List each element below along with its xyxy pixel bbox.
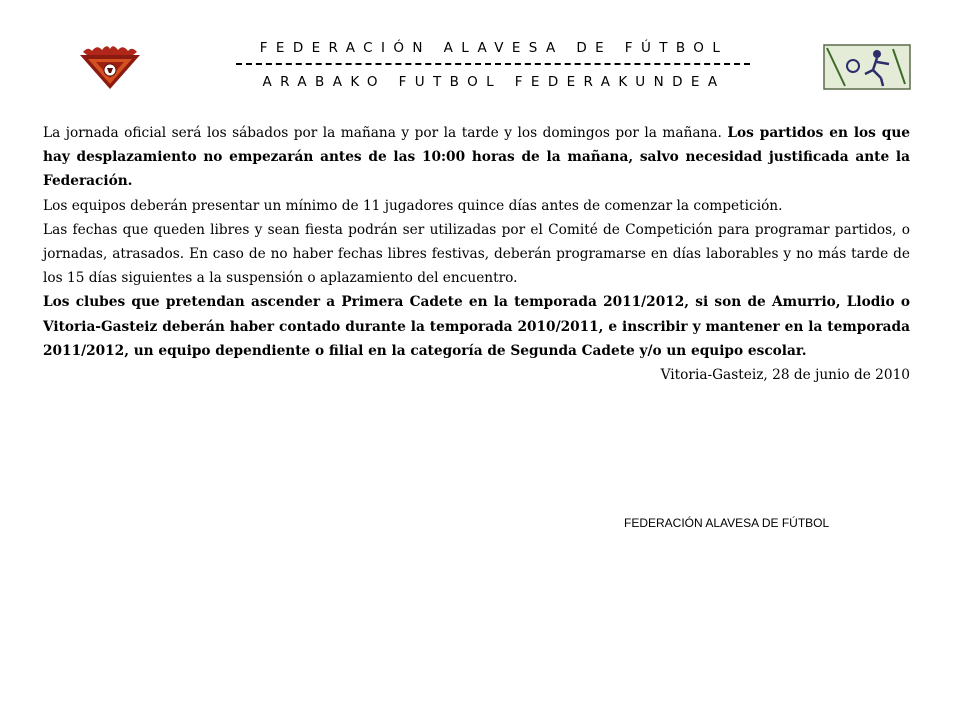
football-player-icon	[823, 44, 911, 90]
header-title-eu: ARABAKO FUTBOL FEDERAKUNDEA	[262, 74, 726, 90]
schedule-text: La jornada oficial será los sábados por la mañana y por la tarde y los domingos por la mañana.	[43, 125, 728, 141]
header-divider	[236, 63, 750, 65]
paragraph-promotion	[43, 290, 910, 363]
footer-signature: FEDERACIÓN ALAVESA DE FÚTBOL	[624, 516, 830, 530]
paragraph-schedule	[43, 121, 910, 194]
paragraph-players: Los equipos deberán presentar un mínimo de 11 jugadores quince días antes de comenzar la competición.	[43, 197, 783, 214]
signoff-date: Vitoria-Gasteiz, 28 de junio de 2010	[660, 367, 910, 384]
promotion-bold-text: Los clubes que pretendan ascender a Primera Cadete en la temporada 2011/2012, si son de Amurrio, Llodio o Vitoria-Gasteiz deberán haber contado durante la temporada 2010/2011, e inscribir y mantener en la temporada 2011/2012, un equipo dependiente o filial en la categoría de Segunda Cadete y/o un equipo escolar.	[43, 294, 910, 359]
paragraph-free-dates: Las fechas que queden libres y sean fiesta podrán ser utilizadas por el Comité de Competición para programar partidos, o jornadas, atrasados. En caso de no haber fechas libres festivas, deberán programarse en días laborables y no más tarde de los 15 días siguientes a la suspensión o aplazamiento del encuentro.	[43, 221, 910, 287]
document-body	[43, 121, 910, 387]
federation-crest-icon	[78, 40, 142, 90]
header-title-es: FEDERACIÓN ALAVESA DE FÚTBOL	[259, 40, 729, 56]
schedule-bold-text: Los partidos en los que hay desplazamiento no empezarán antes de las 10:00 horas de la mañana, salvo necesidad justificada ante la Federación.	[43, 125, 910, 190]
